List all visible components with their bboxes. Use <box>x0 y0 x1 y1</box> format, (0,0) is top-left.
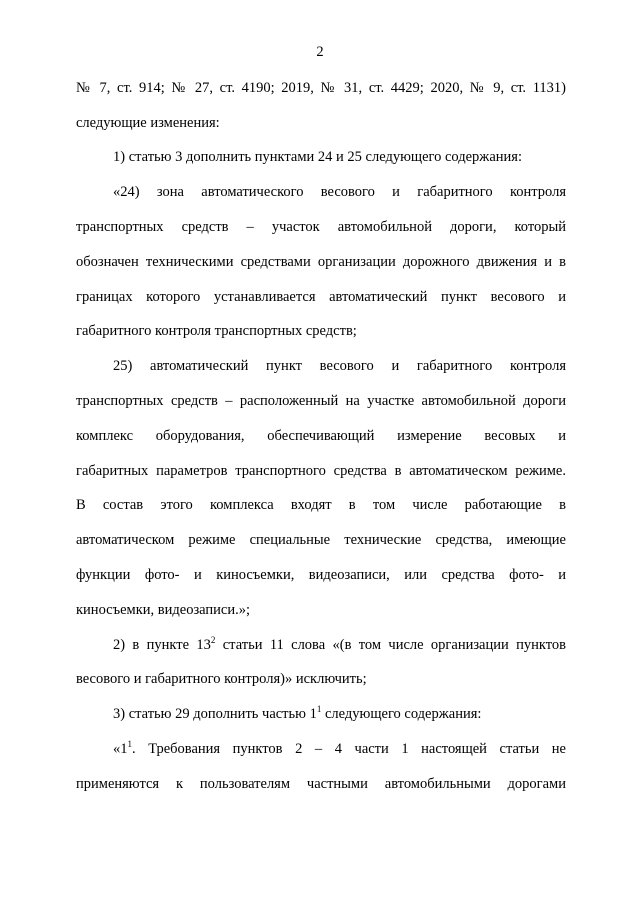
text-line: габаритных параметров транспортного средства в автоматическом режиме. <box>76 463 566 479</box>
superscript: 1 <box>316 704 322 714</box>
text-line: границах которого устанавливается автоматический пункт весового и <box>76 289 566 305</box>
text-line: 1) статью 3 дополнить пунктами 24 и 25 следующего содержания: <box>113 149 522 165</box>
text-line: комплекс оборудования, обеспечивающий измерение весовых и <box>76 428 566 444</box>
text-line: «24) зона автоматического весового и габаритного контроля <box>113 184 566 200</box>
text-line: «$1^1$. Требования пунктов 2 – 4 части 1 настоящей статьи не <box>113 739 566 757</box>
text-line: автоматическом режиме специальные технические средства, имеющие <box>76 532 566 548</box>
text-line: киносъемки, видеозаписи.»; <box>76 602 251 618</box>
superscript: 1 <box>127 739 132 749</box>
text-line: транспортных средств – расположенный на участке автомобильной дороги <box>76 393 566 409</box>
text-line: 2) в пункте $13^2$ статьи 11 слова «(в том числе организации пунктов <box>113 635 566 653</box>
text-line: 3) статью 29 дополнить частью $1^1$ следующего содержания: <box>113 704 482 722</box>
page-number: 2 <box>316 44 324 60</box>
text-line: транспортных средств – участок автомобильной дороги, который <box>76 219 566 235</box>
superscript: 2 <box>210 635 216 645</box>
text-line: 25) автоматический пункт весового и габаритного контроля <box>113 358 566 374</box>
text-line: следующие изменения: <box>76 115 220 131</box>
text-line: габаритного контроля транспортных средств; <box>76 323 357 339</box>
text-line: применяются к пользователям частными автомобильными дорогами <box>76 776 566 792</box>
text-line: весового и габаритного контроля)» исключить; <box>76 671 367 687</box>
text-line: обозначен техническими средствами организации дорожного движения и в <box>76 254 566 270</box>
text-line: В состав этого комплекса входят в том числе работающие в <box>76 497 566 513</box>
text-line: функции фото- и киносъемки, видеозаписи, или средства фото- и <box>76 567 566 583</box>
text-line: № 7, ст. 914; № 27, ст. 4190; 2019, № 31, ст. 4429; 2020, № 9, ст. 1131) <box>76 80 566 96</box>
